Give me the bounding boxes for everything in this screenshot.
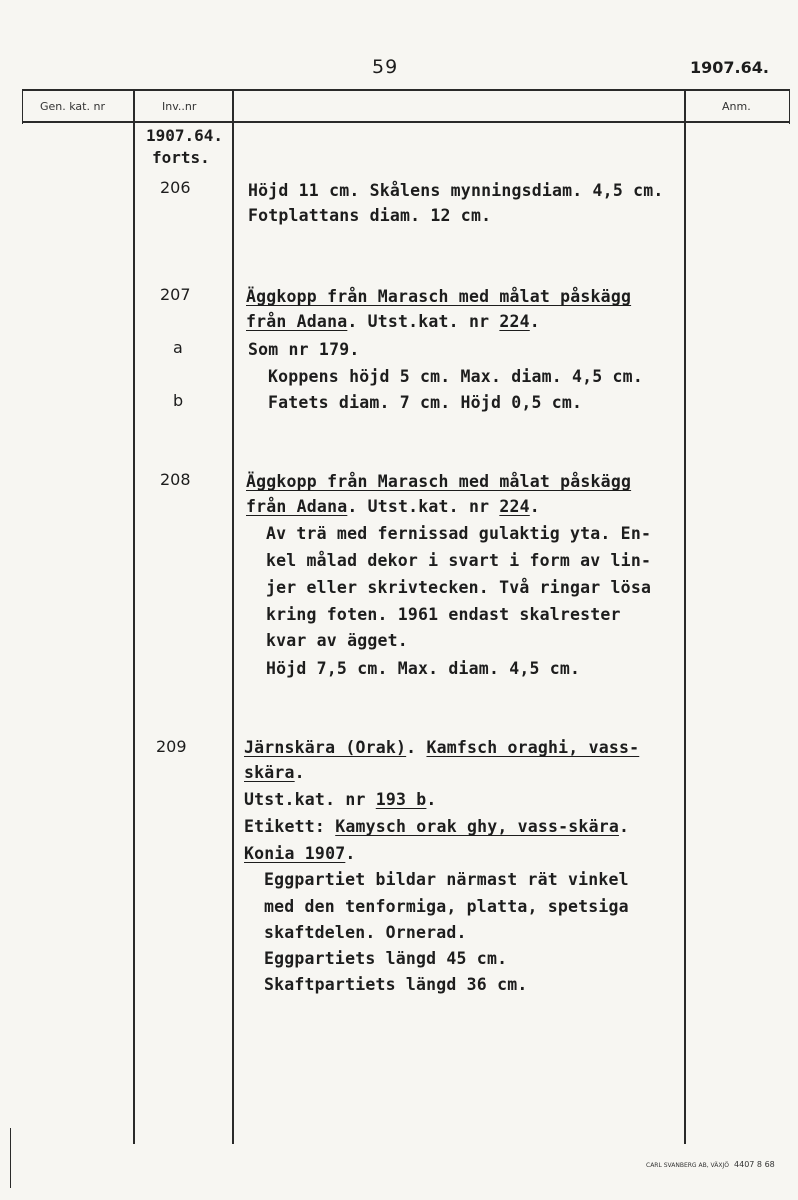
entry-209-title-continuation: skära bbox=[244, 763, 295, 782]
entry-207-title-line-2 bbox=[246, 311, 540, 333]
entry-208-catalog-dot: . bbox=[529, 497, 540, 516]
form-number: 4407 8 68 bbox=[734, 1160, 775, 1169]
entry-209-line-1: Eggpartiet bildar närmast rät vinkel bbox=[264, 870, 629, 889]
entry-209-label-line bbox=[244, 816, 629, 838]
entry-207-line-2: Koppens höjd 5 cm. Max. diam. 4,5 cm. bbox=[268, 367, 643, 386]
entry-208-title-line-2 bbox=[246, 496, 540, 518]
entry-206-line-1: Höjd 11 cm. Skålens mynningsdiam. 4,5 cm. bbox=[248, 181, 664, 200]
entry-209-line-3: skaftdelen. Ornerad. bbox=[264, 923, 467, 942]
inventory-series: 1907.64. bbox=[690, 58, 769, 77]
entry-206-number: 206 bbox=[160, 178, 191, 197]
entry-208-line-1: Av trä med fernissad gulaktig yta. En- bbox=[266, 524, 652, 543]
entry-208-line-6: Höjd 7,5 cm. Max. diam. 4,5 cm. bbox=[266, 659, 581, 678]
col-divider-3 bbox=[684, 89, 686, 1144]
entry-209-title-local-name: Kamfsch oraghi, vass- bbox=[426, 738, 640, 757]
form-footer bbox=[646, 1160, 775, 1169]
continuation-number: 1907.64. bbox=[146, 126, 224, 145]
entry-209-place-line bbox=[244, 843, 355, 865]
entry-208-line-5: kvar av ägget. bbox=[266, 631, 408, 650]
entry-208-origin: från Adana bbox=[246, 497, 348, 516]
entry-207-catalog-dot: . bbox=[529, 312, 540, 331]
col-header-inv: Inv..nr bbox=[162, 100, 197, 113]
entry-209-number: 209 bbox=[156, 737, 187, 756]
entry-208-number: 208 bbox=[160, 470, 191, 489]
entry-207-sub-a: a bbox=[173, 338, 183, 357]
entry-209-title-line-1 bbox=[244, 737, 639, 759]
entry-208-line-3: jer eller skrivtecken. Två ringar lösa bbox=[266, 578, 652, 597]
entry-209-catalog-prefix: Utst.kat. nr bbox=[244, 790, 376, 809]
entry-209-place-dot: . bbox=[345, 844, 356, 863]
entry-209-title-dot: . bbox=[294, 763, 305, 782]
entry-209-label-text: Kamysch orak ghy, vass-skära bbox=[335, 817, 619, 836]
entry-209-catalog-number: 193 b bbox=[375, 790, 427, 809]
entry-207-origin: från Adana bbox=[246, 312, 348, 331]
continuation-label: forts. bbox=[152, 148, 210, 167]
entry-209-catalog-dot: . bbox=[426, 790, 437, 809]
entry-209-line-2: med den tenformiga, platta, spetsiga bbox=[264, 897, 629, 916]
header-top-rule bbox=[22, 89, 790, 91]
entry-207-number: 207 bbox=[160, 285, 191, 304]
col-divider-2 bbox=[232, 89, 234, 1144]
right-edge-rule bbox=[789, 89, 790, 124]
entry-208-catalog-prefix: . Utst.kat. nr bbox=[347, 497, 500, 516]
entry-209-title-separator: . bbox=[406, 738, 427, 757]
entry-209-line-5: Skaftpartiets längd 36 cm. bbox=[264, 975, 528, 994]
entry-207-sub-b: b bbox=[173, 391, 184, 410]
entry-208-line-4: kring foten. 1961 endast skalrester bbox=[266, 605, 621, 624]
page-number: 59 bbox=[372, 56, 399, 78]
entry-207-catalog-prefix: . Utst.kat. nr bbox=[347, 312, 500, 331]
entry-208-line-2: kel målad dekor i svart i form av lin- bbox=[266, 551, 652, 570]
col-divider-1 bbox=[133, 89, 135, 1144]
entry-209-catalog-line bbox=[244, 789, 437, 811]
entry-209-title-line-2 bbox=[244, 762, 305, 784]
entry-207-line-3: Fatets diam. 7 cm. Höjd 0,5 cm. bbox=[268, 393, 583, 412]
entry-207-line-1: Som nr 179. bbox=[248, 340, 360, 359]
header-bottom-rule bbox=[22, 121, 790, 123]
entry-207-title-line-1: Äggkopp från Marasch med målat påskägg bbox=[246, 287, 632, 306]
entry-207-catalog-number: 224 bbox=[499, 312, 530, 331]
entry-208-title-line-1: Äggkopp från Marasch med målat påskägg bbox=[246, 472, 632, 491]
col-header-anm: Anm. bbox=[722, 100, 751, 113]
margin-rule bbox=[10, 1128, 11, 1188]
left-edge-rule bbox=[22, 89, 23, 124]
entry-209-label-dot: . bbox=[618, 817, 630, 836]
col-header-gen-kat: Gen. kat. nr bbox=[40, 100, 105, 113]
entry-206-line-2: Fotplattans diam. 12 cm. bbox=[248, 206, 492, 225]
entry-209-label-prefix: Etikett: bbox=[244, 817, 336, 836]
entry-209-line-4: Eggpartiets längd 45 cm. bbox=[264, 949, 508, 968]
printer-name: CARL SVANBERG AB, VÄXJÖ bbox=[646, 1162, 729, 1169]
entry-208-catalog-number: 224 bbox=[499, 497, 530, 516]
entry-209-title-name: Järnskära (Orak) bbox=[244, 738, 407, 757]
entry-209-place: Konia 1907 bbox=[244, 844, 346, 863]
